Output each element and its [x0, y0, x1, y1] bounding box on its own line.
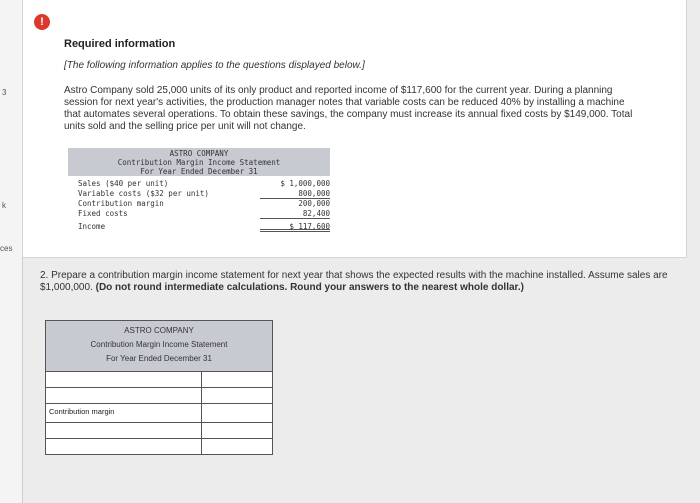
answer-row — [46, 438, 272, 454]
strip-marker-mid: k — [2, 201, 6, 210]
answer-row — [46, 403, 272, 422]
answer-label-cell[interactable] — [46, 372, 202, 387]
answer-row — [46, 422, 272, 438]
problem-text: Astro Company sold 25,000 units of its only product and reported income of $117,600 for the current year. During a planning session for next year's activities, the production manager notes that variable costs can be reduced 40% by installing a machine that automates several operations. To obtain these savings, the company must increase its annual fixed costs by $149,000. Total units sold and the selling price per unit will not change. — [64, 85, 633, 132]
answer-amount-input[interactable] — [202, 423, 272, 438]
given-statement-row — [68, 199, 330, 209]
given-statement-company: ASTRO COMPANY — [169, 149, 229, 158]
answer-amount-input[interactable] — [202, 439, 272, 454]
left-sidebar-strip — [0, 0, 23, 503]
given-row-label: Contribution margin — [78, 199, 164, 208]
question-2 — [40, 270, 680, 294]
required-info-title: Required information — [64, 38, 176, 50]
answer-income-statement — [45, 320, 273, 455]
given-statement-header — [68, 148, 330, 176]
given-row-label: Income — [78, 222, 106, 231]
given-statement-row — [68, 189, 330, 199]
given-row-label: Sales ($40 per unit) — [78, 179, 169, 188]
given-row-value: 200,000 — [298, 199, 330, 208]
strip-marker-top: 3 — [2, 88, 7, 97]
given-row-value: $ 117,600 — [260, 222, 330, 232]
answer-statement-header — [46, 321, 272, 371]
answer-row — [46, 371, 272, 387]
given-row-value: $ 1,000,000 — [280, 179, 330, 188]
question-text: 2. Prepare a contribution margin income statement for next year that shows the expected results with the machine installed. Assume sales are $1,000,000. — [40, 270, 668, 293]
answer-amount-input[interactable] — [202, 372, 272, 387]
required-info-note: [The following information applies to the questions displayed below.] — [64, 60, 365, 71]
given-row-value: 800,000 — [260, 189, 330, 199]
question-instructions: (Do not round intermediate calculations. Round your answers to the nearest whole dollar.) — [95, 282, 525, 293]
given-statement-period: For Year Ended December 31 — [140, 167, 258, 176]
answer-label-cell[interactable] — [46, 423, 202, 438]
answer-statement-title: Contribution Margin Income Statement — [90, 340, 228, 349]
answer-statement-company: ASTRO COMPANY — [124, 326, 194, 335]
given-statement-row — [68, 209, 330, 219]
answer-statement-period: For Year Ended December 31 — [106, 354, 212, 363]
answer-amount-input[interactable] — [202, 404, 272, 422]
given-row-label: Fixed costs — [78, 209, 128, 218]
given-statement-row — [68, 179, 330, 189]
given-row-value: 82,400 — [260, 209, 330, 219]
answer-row — [46, 387, 272, 403]
answer-label-cell: Contribution margin — [46, 404, 202, 422]
given-statement-title: Contribution Margin Income Statement — [117, 158, 281, 167]
given-statement-row — [68, 222, 330, 232]
alert-icon: ! — [34, 14, 50, 30]
strip-marker-bottom: ces — [0, 244, 13, 253]
given-row-label: Variable costs ($32 per unit) — [78, 189, 209, 198]
answer-label-cell[interactable] — [46, 439, 202, 454]
answer-amount-input[interactable] — [202, 388, 272, 403]
given-income-statement — [68, 148, 330, 232]
answer-label-cell[interactable] — [46, 388, 202, 403]
